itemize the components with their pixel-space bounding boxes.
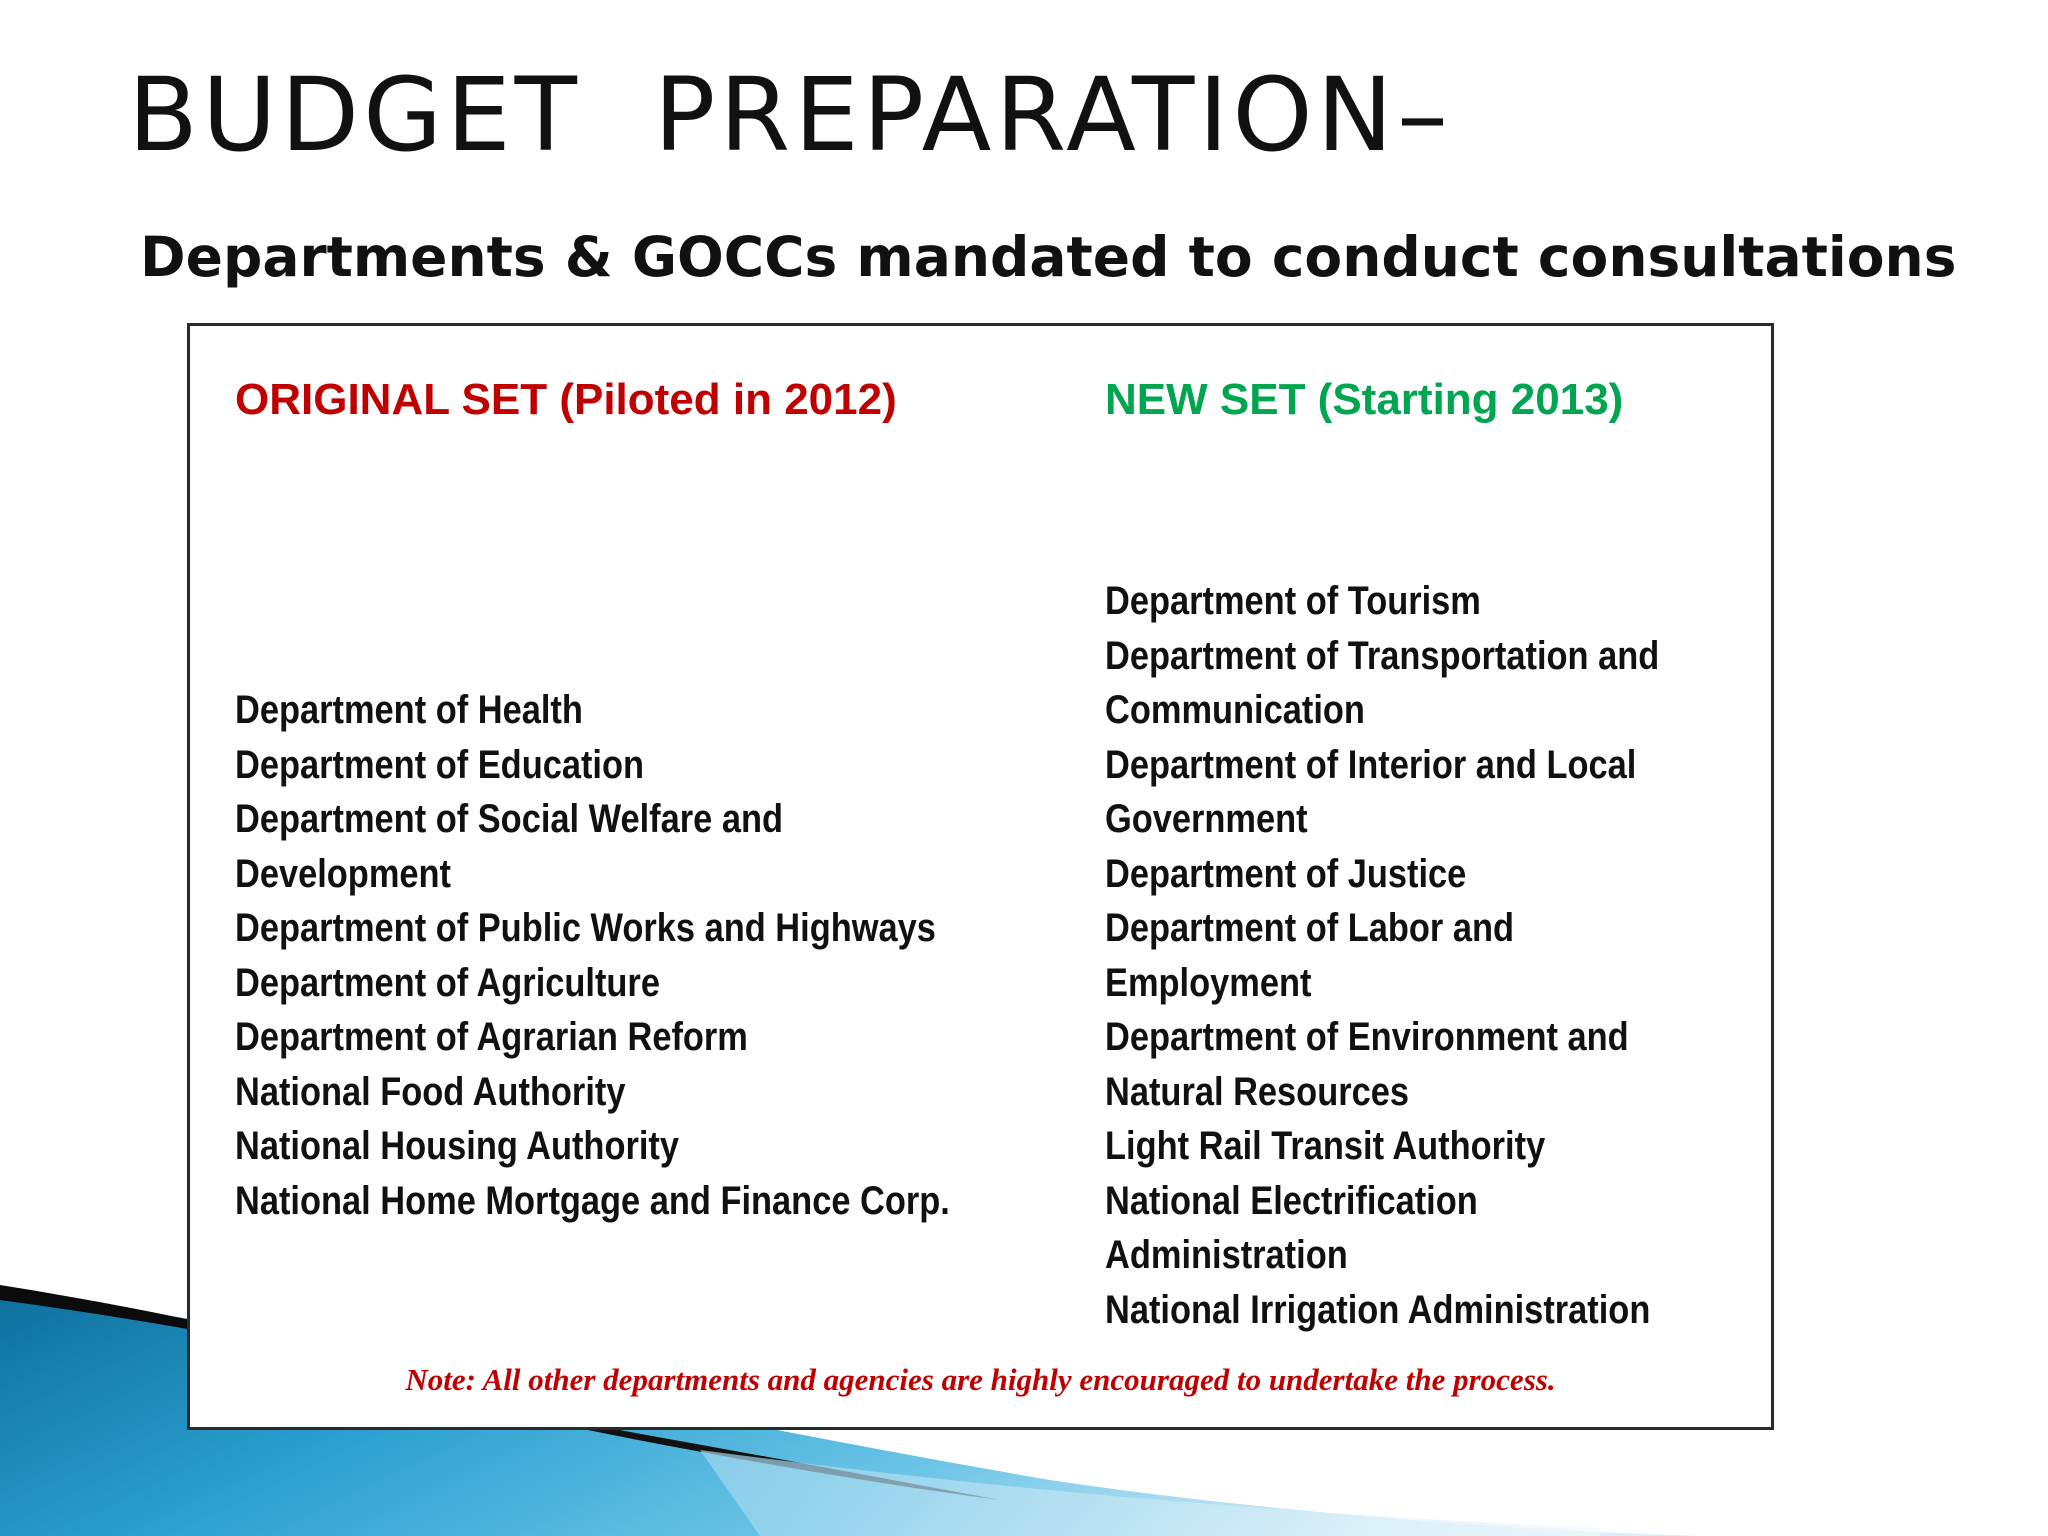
new-set-item: Administration: [1105, 1233, 1348, 1277]
original-set-item: Department of Agriculture: [235, 960, 660, 1005]
new-set-item: Department of Environment and: [1105, 1015, 1629, 1059]
slide-title: BUDGET PREPARATION–: [128, 56, 1452, 175]
new-set-item: Government: [1105, 797, 1308, 841]
new-set-heading: NEW SET (Starting 2013): [1105, 375, 1624, 424]
new-set-list: [1105, 574, 1750, 1337]
new-set-item: Employment: [1105, 960, 1312, 1005]
new-set-item: Natural Resources: [1105, 1069, 1409, 1114]
new-set-item: Department of Justice: [1105, 851, 1467, 896]
original-set-item: Department of Education: [235, 742, 645, 787]
original-set-item: Department of Health: [235, 688, 583, 732]
original-set-item: Department of Public Works and Highways: [235, 906, 936, 950]
new-set-item: Department of Tourism: [1105, 579, 1481, 623]
original-set-item: National Home Mortgage and Finance Corp.: [235, 1178, 950, 1223]
original-set-item: Department of Agrarian Reform: [235, 1015, 748, 1059]
new-set-item: Department of Interior and Local: [1105, 742, 1637, 787]
original-set-item: National Housing Authority: [235, 1124, 680, 1168]
original-set-list: [235, 683, 1066, 1228]
slide-subtitle: Departments & GOCCs mandated to conduct consultations: [140, 225, 1957, 289]
new-set-item: National Electrification: [1105, 1178, 1478, 1223]
new-set-item: Communication: [1105, 688, 1365, 732]
new-set-item: National Irrigation Administration: [1105, 1287, 1651, 1332]
footnote: Note: All other departments and agencies are highly encouraged to undertake the process.: [405, 1362, 1556, 1397]
original-set-item: Development: [235, 851, 452, 896]
new-set-item: Department of Transportation and: [1105, 633, 1660, 678]
original-set-item: Department of Social Welfare and: [235, 797, 783, 841]
new-set-item: Department of Labor and: [1105, 906, 1515, 950]
new-set-item: Light Rail Transit Authority: [1105, 1124, 1546, 1168]
original-set-item: National Food Authority: [235, 1069, 626, 1114]
original-set-heading: ORIGINAL SET (Piloted in 2012): [235, 375, 897, 424]
